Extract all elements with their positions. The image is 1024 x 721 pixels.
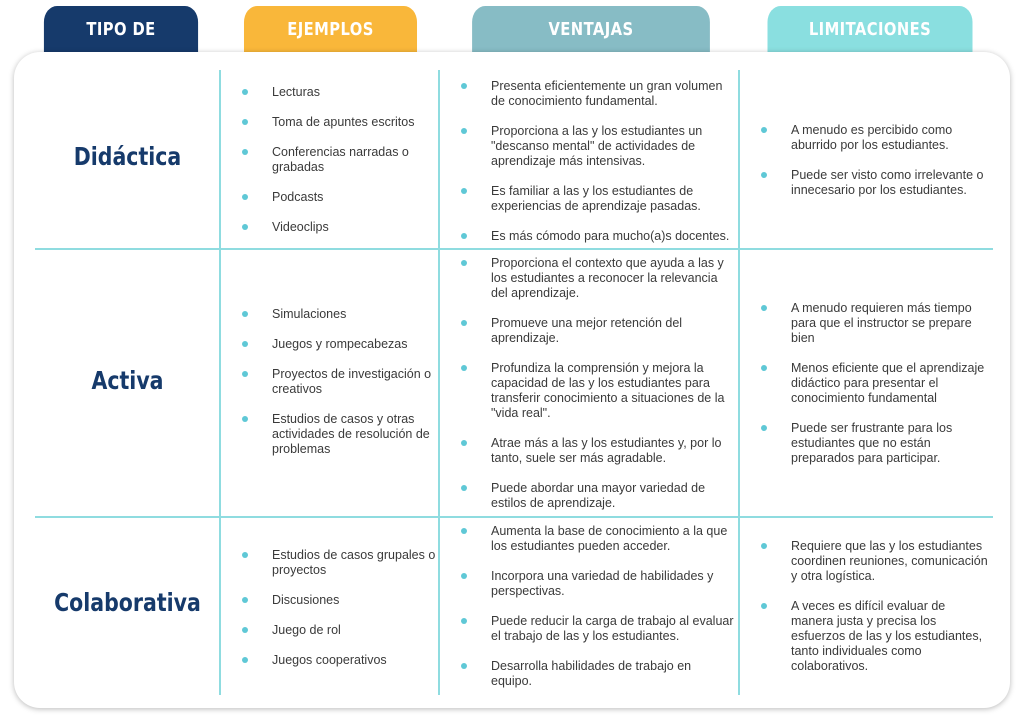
- list-item: Menos eficiente que el aprendizaje didáctico para presentar el conocimiento fundamental: [791, 361, 991, 406]
- list-item: Podcasts: [272, 190, 434, 205]
- list-item: Toma de apuntes escritos: [272, 115, 434, 130]
- list-item: Videoclips: [272, 220, 434, 235]
- list-item: Proyectos de investigación o creativos: [272, 367, 436, 397]
- list-item: Es familiar a las y los estudiantes de experiencias de aprendizaje pasadas.: [491, 184, 733, 214]
- limitaciones-list-colaborativa: [791, 539, 991, 689]
- column-divider: [219, 70, 221, 695]
- list-item: A menudo es percibido como aburrido por los estudiantes.: [791, 123, 991, 153]
- list-item: Profundiza la comprensión y mejora la capacidad de las y los estudiantes para transferir conocimiento a situaciones de la "vida real".: [491, 361, 733, 421]
- ejemplos-list-didactica: [272, 85, 434, 250]
- list-item: Estudios de casos grupales o proyectos: [272, 548, 436, 577]
- list-item: Aumenta la base de conocimiento a la que los estudiantes pueden acceder.: [491, 524, 735, 554]
- list-item: A veces es difícil evaluar de manera justa y precisa los esfuerzos de las y los estudiantes, tanto individuales como colaborativos.: [791, 599, 991, 674]
- column-divider: [438, 70, 440, 695]
- ventajas-list-didactica: [491, 79, 733, 259]
- list-item: Desarrolla habilidades de trabajo en equipo.: [491, 659, 735, 689]
- list-item: Conferencias narradas o grabadas: [272, 145, 434, 175]
- list-item: Presenta eficientemente un gran volumen de conocimiento fundamental.: [491, 79, 733, 109]
- list-item: Proporciona a las y los estudiantes un "descanso mental" de actividades de aprendizaje más intensivas.: [491, 124, 733, 169]
- row-title-didactica: Didáctica: [73, 142, 182, 171]
- list-item: Lecturas: [272, 85, 434, 100]
- list-item: Proporciona el contexto que ayuda a las y los estudiantes a reconocer la relevancia del aprendizaje.: [491, 256, 733, 301]
- limitaciones-list-activa: [791, 301, 991, 481]
- list-item: Puede ser visto como irrelevante o innecesario por los estudiantes.: [791, 168, 991, 198]
- column-divider: [738, 70, 740, 695]
- list-item: Juego de rol: [272, 623, 436, 638]
- ejemplos-list-colaborativa: [272, 548, 436, 683]
- list-item: Estudios de casos y otras actividades de resolución de problemas: [272, 412, 436, 457]
- header-tab-limitaciones: LIMITACIONES: [768, 6, 973, 64]
- list-item: Promueve una mejor retención del aprendizaje.: [491, 316, 733, 346]
- list-item: Juegos cooperativos: [272, 653, 436, 668]
- header-tab-ventajas: VENTAJAS: [472, 6, 710, 64]
- row-title-activa: Activa: [91, 366, 164, 395]
- list-item: Puede abordar una mayor variedad de estilos de aprendizaje.: [491, 481, 733, 511]
- ejemplos-list-activa: [272, 307, 436, 472]
- limitaciones-list-didactica: [791, 123, 991, 213]
- list-item: Puede ser frustrante para los estudiantes que no están preparados para participar.: [791, 421, 991, 466]
- list-item: Atrae más a las y los estudiantes y, por lo tanto, suele ser más agradable.: [491, 436, 733, 466]
- list-item: Puede reducir la carga de trabajo al evaluar el trabajo de las y los estudiantes.: [491, 614, 734, 643]
- ventajas-list-colaborativa: [491, 524, 735, 704]
- list-item: A menudo requieren más tiempo para que el instructor se prepare bien: [791, 301, 991, 346]
- list-item: Simulaciones: [272, 307, 436, 322]
- header-tab-tipo-de-actividad: TIPO DE: [44, 6, 198, 64]
- row-title-colaborativa: Colaborativa: [54, 588, 201, 617]
- list-item: Requiere que las y los estudiantes coordinen reuniones, comunicación y otra logística.: [791, 539, 991, 584]
- list-item: Es más cómodo para mucho(a)s docentes.: [491, 229, 733, 244]
- list-item: Incorpora una variedad de habilidades y perspectivas.: [491, 569, 735, 599]
- list-item: Juegos y rompecabezas: [272, 337, 436, 352]
- ventajas-list-activa: [491, 256, 733, 526]
- header-tab-ejemplos: EJEMPLOS: [244, 6, 417, 64]
- list-item: Discusiones: [272, 593, 436, 608]
